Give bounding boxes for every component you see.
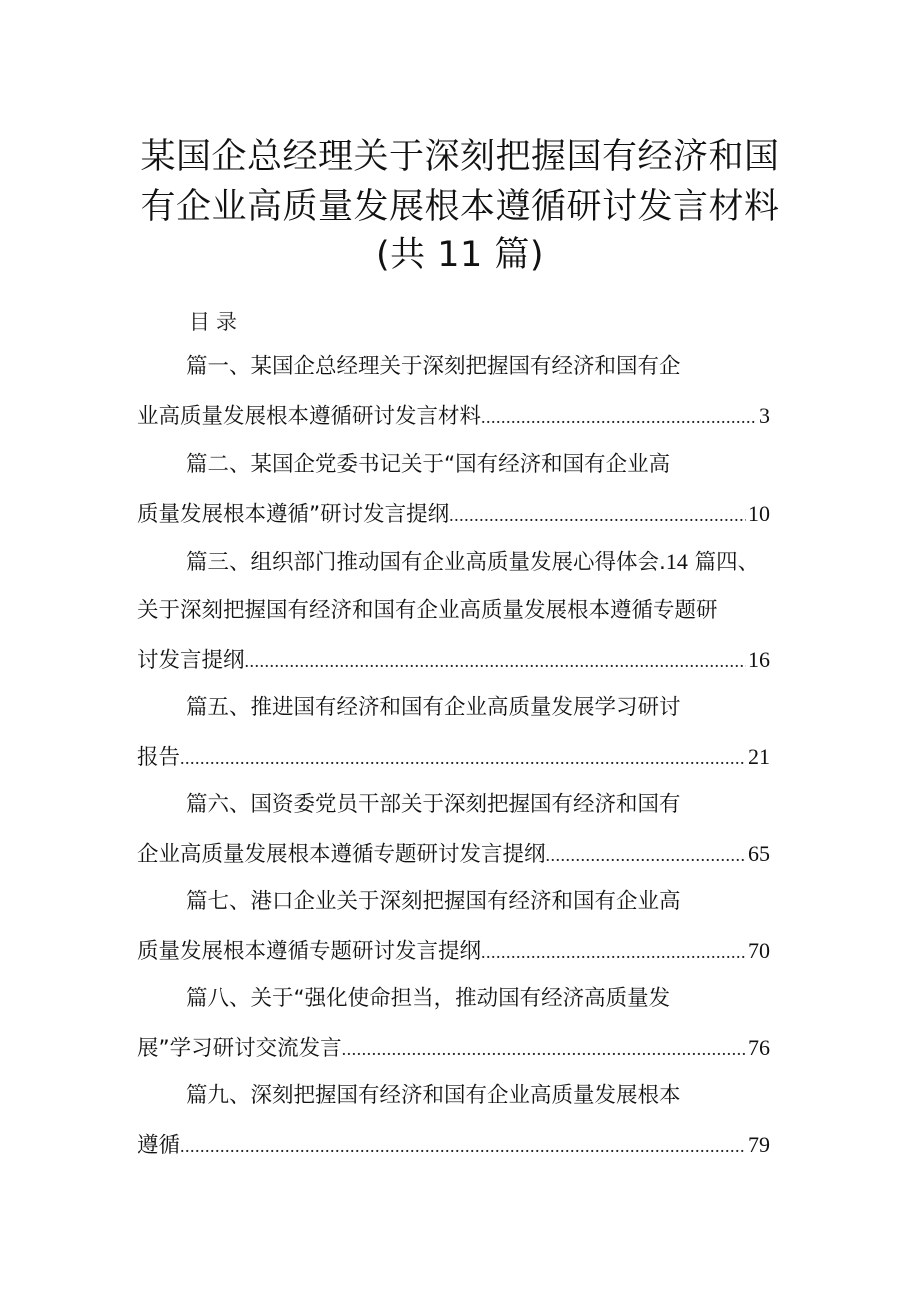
toc-page-number: 16 <box>748 647 770 672</box>
toc-entry-4-line-1[interactable]: 篇五、推进国有经济和国有企业高质量发展学习研讨 <box>186 695 681 720</box>
toc-entry-text: 篇三、组织部门推动国有企业高质量发展心得体会. <box>186 550 666 575</box>
toc-entry-text: 展”学习研讨交流发言 <box>137 1036 342 1061</box>
toc-entry-8-line-1[interactable]: 篇九、深刻把握国有经济和国有企业高质量发展根本 <box>186 1083 681 1108</box>
toc-entry-2-line-1[interactable]: 篇二、某国企党委书记关于“国有经济和国有企业高 <box>186 452 671 477</box>
toc-entry-text: 质量发展根本遵循专题研讨发言提纲 <box>137 939 482 964</box>
toc-page-number: 21 <box>748 744 770 769</box>
toc-entry-text: 报告 <box>137 745 181 770</box>
toc-page-number: 79 <box>748 1132 770 1157</box>
toc-page-number: 3 <box>759 403 770 428</box>
title-line-3: (共 11 篇) <box>375 235 545 275</box>
toc-entry-text: 质量发展根本遵循”研讨发言提纲 <box>137 502 450 527</box>
toc-entry-7-line-1[interactable]: 篇八、关于“强化使命担当，推动国有经济高质量发 <box>186 986 671 1011</box>
toc-entry-3-line-2[interactable]: 关于深刻把握国有经济和国有企业高质量发展根本遵循专题研 <box>137 598 718 623</box>
toc-entry-5-line-2[interactable] <box>137 843 770 866</box>
toc-entry-1-line-1[interactable]: 篇一、某国企总经理关于深刻把握国有经济和国有企 <box>186 354 681 379</box>
dot-leader <box>481 408 757 426</box>
toc-entry-4-line-2[interactable] <box>137 746 770 769</box>
toc-page-number: 65 <box>748 841 770 866</box>
toc-page-number: 70 <box>748 938 770 963</box>
toc-entry-3-line-3[interactable] <box>137 649 770 672</box>
dot-leader <box>180 749 746 767</box>
dot-leader <box>481 943 746 961</box>
dot-leader <box>180 1137 746 1155</box>
dot-leader <box>546 846 746 864</box>
dot-leader <box>449 506 746 524</box>
toc-entry-5-line-1[interactable]: 篇六、国资委党员干部关于深刻把握国有经济和国有 <box>186 792 681 817</box>
toc-entry-text: 遵循 <box>137 1133 181 1158</box>
toc-heading: 目录 <box>189 310 243 334</box>
toc-entry-6-line-1[interactable]: 篇七、港口企业关于深刻把握国有经济和国有企业高 <box>186 889 681 914</box>
toc-entry-text: 企业高质量发展根本遵循专题研讨发言提纲 <box>137 842 546 867</box>
toc-entry-8-line-2[interactable] <box>137 1134 770 1157</box>
toc-entry-text: 篇四、 <box>687 550 760 575</box>
dot-leader <box>342 1040 746 1058</box>
toc-entry-text: 业高质量发展根本遵循研讨发言材料 <box>137 404 482 429</box>
toc-page-number: 14 <box>665 549 688 574</box>
toc-entry-3-line-1[interactable] <box>186 551 759 574</box>
toc-entry-2-line-2[interactable] <box>137 503 770 526</box>
dot-leader <box>245 652 746 670</box>
toc-entry-6-line-2[interactable] <box>137 940 770 963</box>
toc-entry-7-line-2[interactable] <box>137 1037 770 1060</box>
toc-entry-1-line-2[interactable] <box>137 405 770 428</box>
toc-page-number: 10 <box>748 501 770 526</box>
toc-page-number: 76 <box>748 1035 770 1060</box>
title-line-1: 某国企总经理关于深刻把握国有经济和国 <box>140 137 780 177</box>
title-line-2: 有企业高质量发展根本遵循研讨发言材料 <box>140 187 780 227</box>
toc-entry-text: 讨发言提纲 <box>137 648 245 673</box>
